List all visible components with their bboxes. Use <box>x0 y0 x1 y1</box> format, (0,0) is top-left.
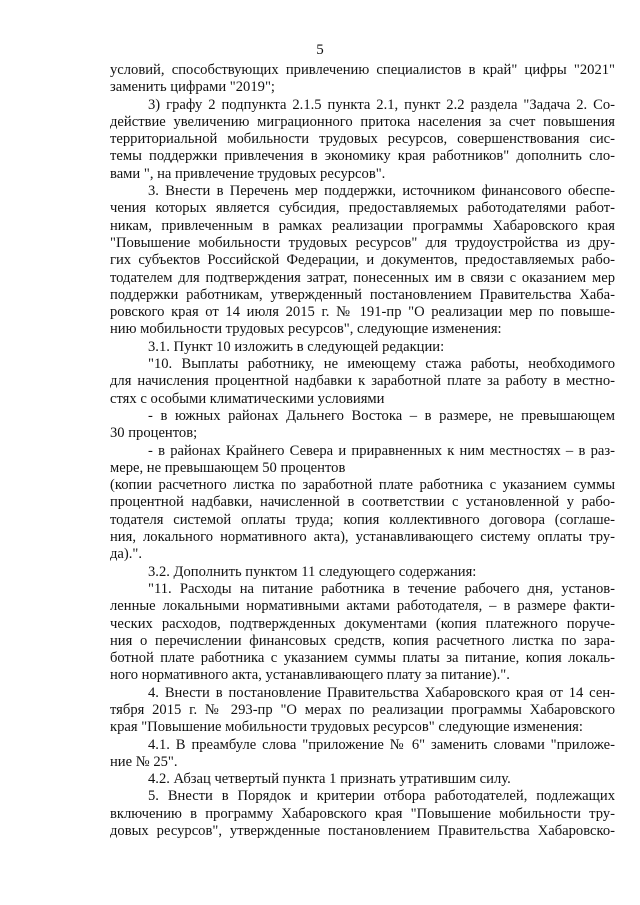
text-line: довых ресурсов", утвержденные постановлением Правительства Хабаровско- <box>110 823 615 840</box>
text-line: для начисления процентной надбавки к заработной плате за работу в местно- <box>110 373 615 390</box>
text-line: тодателя системой оплаты труда; копия коллективного договора (соглаше- <box>110 511 615 528</box>
text-line: ботной плате работника с указанием суммы платы за питание, копия локаль- <box>110 650 615 667</box>
text-line: заменить цифрами "2019"; <box>110 79 275 96</box>
text-line: ния о перечислении финансовых средств, копия расчетного листка по зара- <box>110 632 615 649</box>
text-line: тября 2015 г. № 293-пр "О мерах по реализации программы Хабаровского <box>110 701 615 718</box>
text-line: нию мобильности трудовых ресурсов", следующие изменения: <box>110 321 502 338</box>
text-line: да).". <box>110 546 143 563</box>
text-line: "10. Выплаты работнику, не имеющему стажа работы, необходимого <box>148 356 615 373</box>
text-line: ровского края от 14 июля 2015 г. № 191-пр "О реализации мер по повыше- <box>110 304 615 321</box>
text-line: 4. Внести в постановление Правительства Хабаровского края от 14 сен- <box>148 684 615 701</box>
text-line: поддержки работникам, утвержденный постановлением Правительства Хаба- <box>110 286 615 303</box>
text-line: ленные локальными нормативными актами работодателя, – в размере факти- <box>110 598 615 615</box>
text-line: гих субъектов Российской Федерации, и документов, предоставляемых рабо- <box>110 252 615 269</box>
text-line: ного нормативного акта, устанавливающего плату за питание).". <box>110 667 510 684</box>
text-line: 30 процентов; <box>110 425 198 442</box>
text-line: "Повышение мобильности трудовых ресурсов" для трудоустройства из дру- <box>110 234 615 251</box>
text-line: вами ", на привлечение трудовых ресурсов". <box>110 165 386 182</box>
text-line: 3.1. Пункт 10 изложить в следующей редакции: <box>148 338 445 355</box>
text-line: темы поддержки привлечения в экономику края работников" дополнить сло- <box>110 148 615 165</box>
text-line: условий, способствующих привлечению специалистов в край" цифры "2021" <box>110 62 615 78</box>
text-line: тодателем для подтверждения затрат, понесенных им в связи с оказанием мер <box>110 269 615 286</box>
text-line: процентной надбавки, начисленной в соответствии с установленной у рабо- <box>110 494 615 511</box>
text-line: чения которых является субсидия, предоставляемых работодателями работ- <box>110 200 615 217</box>
text-line: ческих расходов, подтвержденных документами (копия платежного поруче- <box>110 615 615 632</box>
text-line: 4.1. В преамбуле слова "приложение № 6" заменить словами "приложе- <box>148 736 615 753</box>
text-line: 3. Внести в Перечень мер поддержки, источником финансового обеспе- <box>148 183 615 200</box>
page-number: 5 <box>316 42 324 58</box>
text-line: мере, не превышающем 50 процентов <box>110 459 346 476</box>
text-line: территориальной мобильности трудовых ресурсов, совершенствования сис- <box>110 131 615 148</box>
text-line: ние № 25". <box>110 753 178 770</box>
text-line: (копии расчетного листка по заработной плате работника с указанием суммы <box>110 477 615 494</box>
text-line: "11. Расходы на питание работника в течение рабочего дня, установ- <box>148 580 615 597</box>
text-line: никам, привлеченным в рамках реализации программы Хабаровского края <box>110 217 615 234</box>
text-line: действие увеличению миграционного притока населения за счет повышения <box>110 113 615 130</box>
document-body <box>110 62 615 840</box>
text-line: края "Повышение мобильности трудовых ресурсов" следующие изменения: <box>110 719 583 736</box>
text-line: 3) графу 2 подпункта 2.1.5 пункта 2.1, пункт 2.2 раздела "Задача 2. Со- <box>148 96 615 113</box>
text-line: - в южных районах Дальнего Востока – в размере, не превышающем <box>148 407 615 424</box>
text-line: 4.2. Абзац четвертый пункта 1 признать утратившим силу. <box>148 771 511 788</box>
text-line: 5. Внести в Порядок и критерии отбора работодателей, подлежащих <box>148 788 615 805</box>
text-line: ния, локального нормативного акта), устанавливающего систему оплаты тру- <box>110 529 615 546</box>
text-line: - в районах Крайнего Севера и приравненных к ним местностях – в раз- <box>148 442 615 459</box>
text-line: стях с особыми климатическими условиями <box>110 390 385 407</box>
text-line: включению в программу Хабаровского края "Повышение мобильности тру- <box>110 805 615 822</box>
text-line: 3.2. Дополнить пунктом 11 следующего содержания: <box>148 563 477 580</box>
